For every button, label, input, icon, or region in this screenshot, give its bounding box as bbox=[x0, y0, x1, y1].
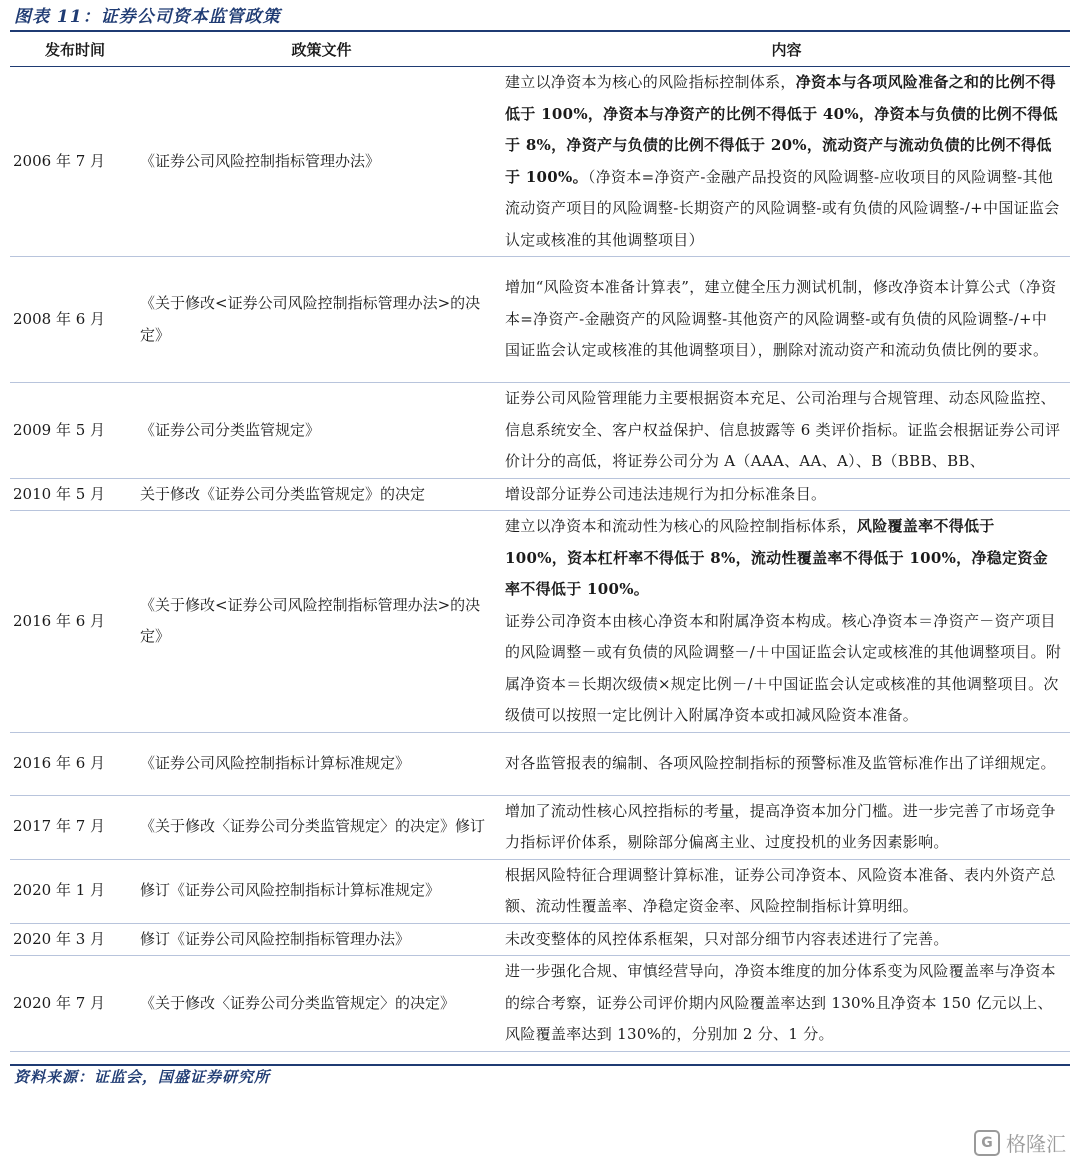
watermark bbox=[974, 1128, 1066, 1157]
content-bold-text: 风险覆盖率不得低于 100%，资本杠杆率不得低于 8%，流动性覆盖率不得低于 100%，净稳定资金率不得低于 100%。 bbox=[505, 517, 1048, 598]
table-row bbox=[10, 923, 1070, 956]
content-text: 建立以净资本和流动性为核心的风险控制指标体系， bbox=[505, 517, 857, 535]
row-content bbox=[503, 511, 1070, 733]
table-row bbox=[10, 956, 1070, 1052]
row-content bbox=[503, 257, 1070, 383]
table-row bbox=[10, 859, 1070, 923]
table-row bbox=[10, 732, 1070, 795]
watermark-text: 格隆汇 bbox=[1006, 1132, 1066, 1156]
row-document: 《证券公司分类监管规定》 bbox=[140, 383, 503, 479]
row-content bbox=[503, 859, 1070, 923]
content-text: 建立以净资本为核心的风险指标控制体系， bbox=[505, 73, 796, 91]
row-date: 2020 年 7 月 bbox=[10, 956, 140, 1052]
row-date: 2017 年 7 月 bbox=[10, 795, 140, 859]
table-header-row bbox=[10, 32, 1070, 67]
watermark-logo-icon: G bbox=[974, 1130, 1000, 1156]
content-text: 进一步强化合规、审慎经营导向，净资本维度的加分体系变为风险覆盖率与净资本的综合考察，证券公司评价期内风险覆盖率达到 130%且净资本 150 亿元以上、风险覆盖率达到 130%的，分别加 2 分、1 分。 bbox=[505, 962, 1056, 1043]
row-content bbox=[503, 956, 1070, 1052]
row-date: 2020 年 1 月 bbox=[10, 859, 140, 923]
content-text: 增加“风险资本准备计算表”，建立健全压力测试机制，修改净资本计算公式（净资本=净资产-金融资产的风险调整-其他资产的风险调整-或有负债的风险调整-/+中国证监会认定或核准的其他调整项目），删除对流动资产和流动负债比例的要求。 bbox=[505, 278, 1057, 360]
content-extra-text: 证券公司净资本由核心净资本和附属净资本构成。核心净资本＝净资产－资产项目的风险调整－或有负债的风险调整－/＋中国证监会认定或核准的其他调整项目。附属净资本＝长期次级债×规定比例－/＋中国证监会认定或核准的其他调整项目。次级债可以按照一定比例计入附属净资本或扣减风险资本准备。 bbox=[505, 611, 1062, 724]
row-date: 2020 年 3 月 bbox=[10, 923, 140, 956]
row-content bbox=[503, 795, 1070, 859]
row-document: 《证券公司风险控制指标计算标准规定》 bbox=[140, 732, 503, 795]
source-note: 资料来源：证监会，国盛证券研究所 bbox=[14, 1068, 271, 1086]
row-document: 《关于修改<证券公司风险控制指标管理办法>的决定》 bbox=[140, 511, 503, 733]
header-doc: 政策文件 bbox=[140, 32, 503, 67]
table-row bbox=[10, 478, 1070, 511]
content-text: 根据风险特征合理调整计算标准，证券公司净资本、风险资本准备、表内外资产总额、流动性覆盖率、净稳定资金率、风险控制指标计算明细。 bbox=[505, 865, 1056, 915]
header-date: 发布时间 bbox=[10, 32, 140, 67]
content-text: 增设部分证券公司违法违规行为扣分标准条目。 bbox=[505, 484, 827, 503]
content-text: 未改变整体的风控体系框架，只对部分细节内容表述进行了完善。 bbox=[505, 929, 949, 948]
row-date: 2016 年 6 月 bbox=[10, 732, 140, 795]
content-text: 增加了流动性核心风控指标的考量，提高净资本加分门槛。进一步完善了市场竞争力指标评价体系，剔除部分偏离主业、过度投机的业务因素影响。 bbox=[505, 801, 1056, 851]
table-row bbox=[10, 257, 1070, 383]
content-text: 证券公司风险管理能力主要根据资本充足、公司治理与合规管理、动态风险监控、信息系统安全、客户权益保护、信息披露等 6 类评价指标。证监会根据证券公司评价计分的高低，将证券公司分为 A（AAA、AA、A）、B（BBB、BB、 bbox=[505, 389, 1061, 470]
row-document: 修订《证券公司风险控制指标计算标准规定》 bbox=[140, 859, 503, 923]
content-text: 对各监管报表的编制、各项风险控制指标的预警标准及监管标准作出了详细规定。 bbox=[505, 753, 1056, 772]
row-document: 《关于修改<证券公司风险控制指标管理办法>的决定》 bbox=[140, 257, 503, 383]
row-content bbox=[503, 923, 1070, 956]
row-content bbox=[503, 383, 1070, 479]
row-date: 2006 年 7 月 bbox=[10, 67, 140, 257]
row-date: 2016 年 6 月 bbox=[10, 511, 140, 733]
row-document: 《关于修改〈证券公司分类监管规定〉的决定》 bbox=[140, 956, 503, 1052]
header-content: 内容 bbox=[503, 32, 1070, 67]
row-document: 《关于修改〈证券公司分类监管规定〉的决定》修订 bbox=[140, 795, 503, 859]
row-document: 修订《证券公司风险控制指标管理办法》 bbox=[140, 923, 503, 956]
table-row bbox=[10, 67, 1070, 257]
row-document: 关于修改《证券公司分类监管规定》的决定 bbox=[140, 478, 503, 511]
content-bold-text: 净资本与各项风险准备之和的比例不得低于 100%，净资本与净资产的比例不得低于 40%，净资本与负债的比例不得低于 8%，净资产与负债的比例不得低于 20%，流动资产与流动负债的比例不得低于 100%。 bbox=[505, 73, 1058, 186]
row-document: 《证券公司风险控制指标管理办法》 bbox=[140, 67, 503, 257]
content-text: （净资本=净资产-金融产品投资的风险调整-应收项目的风险调整-其他流动资产项目的风险调整-长期资产的风险调整-或有负债的风险调整-/+中国证监会认定或核准的其他调整项目） bbox=[505, 167, 1060, 249]
row-content bbox=[503, 67, 1070, 257]
table-row bbox=[10, 511, 1070, 733]
row-date: 2008 年 6 月 bbox=[10, 257, 140, 383]
figure-title: 图表 11：证券公司资本监管政策 bbox=[14, 7, 281, 27]
row-date: 2009 年 5 月 bbox=[10, 383, 140, 479]
policy-table bbox=[10, 32, 1070, 1052]
row-content bbox=[503, 732, 1070, 795]
table-row bbox=[10, 383, 1070, 479]
row-content bbox=[503, 478, 1070, 511]
table-row bbox=[10, 795, 1070, 859]
row-date: 2010 年 5 月 bbox=[10, 478, 140, 511]
